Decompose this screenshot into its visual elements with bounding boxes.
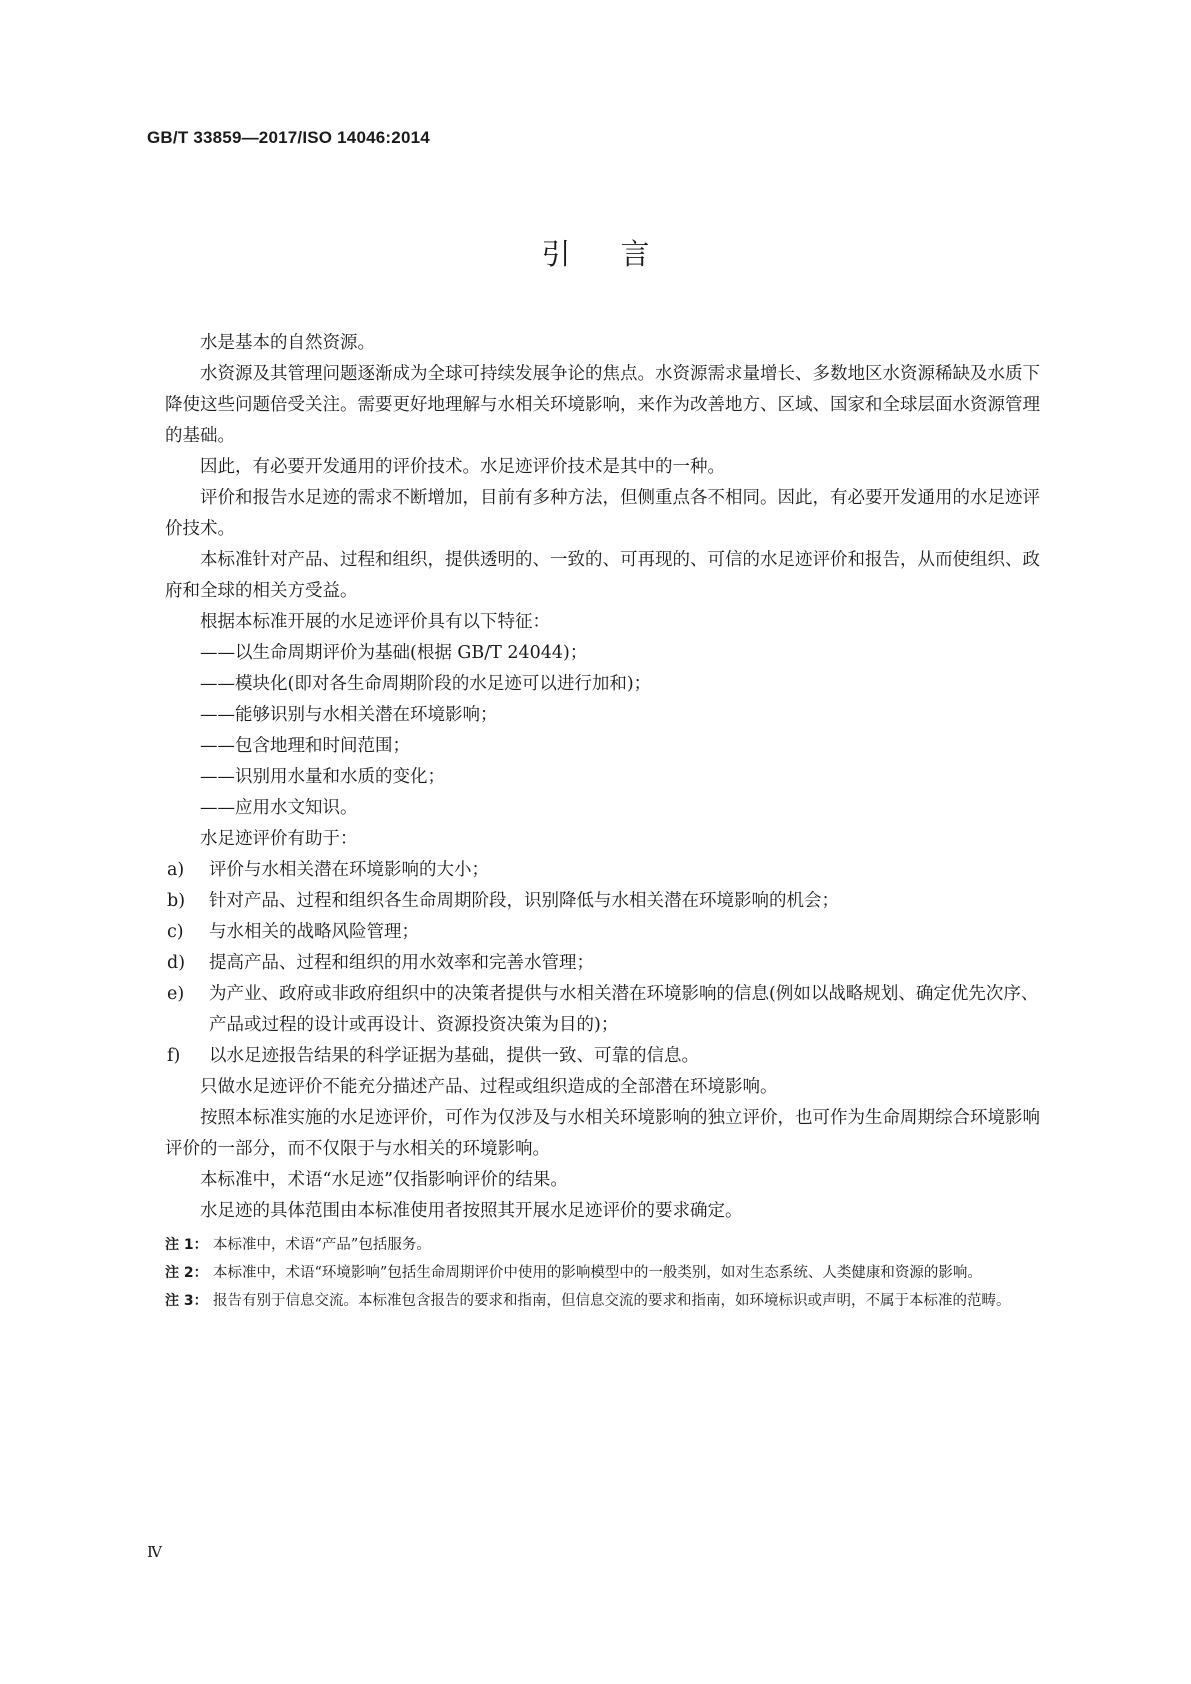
note-text: 本标准中，术语“环境影响”包括生命周期评价中使用的影响模型中的一般类别，如对生态系统、人类健康和资源的影响。 [213, 1265, 982, 1281]
feature-item: ——包含地理和时间范围； [200, 736, 410, 756]
note-label: 注 1： [165, 1237, 208, 1253]
note-text: 本标准中，术语“产品”包括服务。 [213, 1237, 431, 1253]
helps-list [165, 855, 1053, 1072]
paragraph: 水资源及其管理问题逐渐成为全球可持续发展争论的焦点。水资源需求量增长、多数地区水资源稀缺及水质下降使这些问题倍受关注。需要更好地理解与水相关环境影响，来作为改善地方、区域、国家和全球层面水资源管理的基础。 [165, 364, 1040, 446]
list-item-text: 与水相关的战略风险管理； [209, 922, 419, 942]
list-item [165, 886, 1053, 917]
note [165, 1287, 1053, 1315]
list-item-text: 针对产品、过程和组织各生命周期阶段，识别降低与水相关潜在环境影响的机会； [209, 891, 839, 911]
paragraph: 根据本标准开展的水足迹评价具有以下特征： [200, 612, 550, 632]
list-item-text: 评价与水相关潜在环境影响的大小； [209, 860, 489, 880]
paragraph: 水足迹的具体范围由本标准使用者按照其开展水足迹评价的要求确定。 [200, 1201, 743, 1221]
list-item-label: c) [167, 922, 184, 942]
feature-item: ——识别用水量和水质的变化； [200, 767, 445, 787]
paragraph: 评价和报告水足迹的需求不断增加，目前有多种方法，但侧重点各不相同。因此，有必要开发通用的水足迹评价技术。 [165, 488, 1040, 539]
note [165, 1259, 1053, 1287]
feature-item: ——以生命周期评价为基础(根据 GB/T 24044)； [200, 643, 588, 663]
list-item-label: d) [167, 953, 186, 973]
paragraph: 因此，有必要开发通用的评价技术。水足迹评价技术是其中的一种。 [200, 457, 725, 477]
list-item-label: e) [167, 984, 185, 1004]
page-number: Ⅳ [147, 1543, 162, 1561]
list-item-label: a) [167, 860, 185, 880]
paragraph: 水是基本的自然资源。 [200, 333, 375, 353]
list-item [165, 1041, 1053, 1072]
list-item-label: b) [167, 891, 186, 911]
note [165, 1231, 1053, 1259]
list-item-text: 提高产品、过程和组织的用水效率和完善水管理； [209, 953, 594, 973]
list-item-text: 以水足迹报告结果的科学证据为基础，提供一致、可靠的信息。 [209, 1046, 699, 1066]
feature-item: ——应用水文知识。 [200, 798, 358, 818]
feature-list [165, 638, 1053, 824]
paragraph: 水足迹评价有助于： [200, 829, 358, 849]
feature-item: ——模块化(即对各生命周期阶段的水足迹可以进行加和)； [200, 674, 652, 694]
note-label: 注 3： [165, 1293, 208, 1309]
list-item [165, 979, 1053, 1041]
paragraph: 本标准中，术语“水足迹”仅指影响评价的结果。 [200, 1170, 568, 1190]
paragraph: 只做水足迹评价不能充分描述产品、过程或组织造成的全部潜在环境影响。 [200, 1077, 778, 1097]
paragraph: 按照本标准实施的水足迹评价，可作为仅涉及与水相关环境影响的独立评价，也可作为生命周期综合环境影响评价的一部分，而不仅限于与水相关的环境影响。 [165, 1108, 1040, 1159]
standard-identifier: GB/T 33859—2017/ISO 14046:2014 [147, 128, 430, 147]
document-body [165, 328, 1053, 1315]
list-item [165, 917, 1053, 948]
list-item-text: 为产业、政府或非政府组织中的决策者提供与水相关潜在环境影响的信息(例如以战略规划、确定优先次序、产品或过程的设计或再设计、资源投资决策为目的)； [209, 984, 1039, 1035]
list-item [165, 855, 1053, 886]
feature-item: ——能够识别与水相关潜在环境影响； [200, 705, 498, 725]
notes-section [165, 1231, 1053, 1315]
list-item [165, 948, 1053, 979]
note-label: 注 2： [165, 1265, 208, 1281]
page-title: 引言 [541, 237, 700, 271]
list-item-label: f) [167, 1046, 181, 1066]
note-text: 报告有别于信息交流。本标准包含报告的要求和指南，但信息交流的要求和指南，如环境标识或声明，不属于本标准的范畴。 [213, 1293, 1011, 1309]
paragraph: 本标准针对产品、过程和组织，提供透明的、一致的、可再现的、可信的水足迹评价和报告，从而使组织、政府和全球的相关方受益。 [165, 550, 1040, 601]
